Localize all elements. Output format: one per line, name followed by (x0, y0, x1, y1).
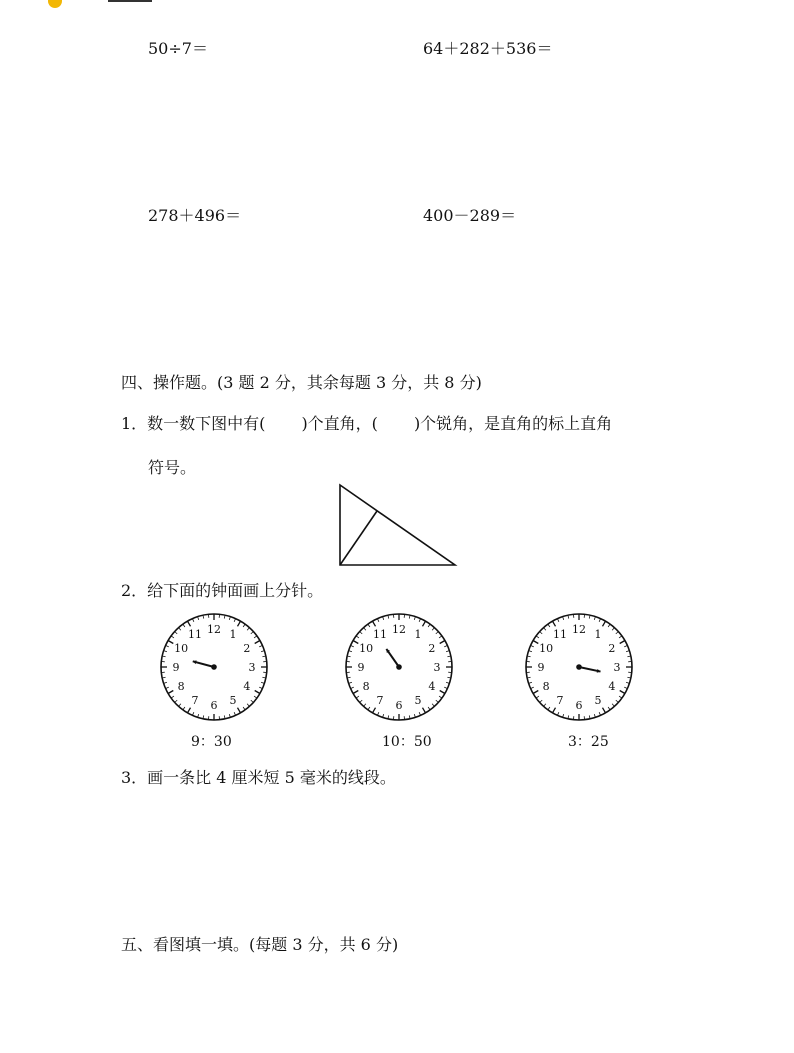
clock-tick (229, 617, 230, 620)
clock-tick (439, 636, 441, 638)
clock-tick (175, 700, 177, 702)
clock-tick (166, 646, 169, 647)
clock-tick (534, 691, 539, 694)
clock-numeral: 4 (608, 680, 616, 693)
clock-numeral: 8 (362, 680, 370, 693)
clock-tick (529, 682, 532, 683)
clock-numeral: 3 (613, 661, 621, 674)
clock-numeral: 7 (376, 693, 384, 707)
clock-tick (188, 708, 191, 713)
clock-tick (608, 625, 610, 627)
clock-tick (540, 632, 542, 634)
clock-tick (262, 656, 265, 657)
clock-center (211, 664, 217, 670)
clock-tick (537, 636, 539, 638)
clock-tick (364, 628, 366, 630)
question-1-text-a: 1．数一数下图中有( (121, 414, 266, 433)
clock-tick (563, 714, 564, 717)
clock-tick (193, 712, 194, 715)
clock-tick (351, 687, 354, 688)
clock-tick (428, 625, 430, 627)
clock-tick (166, 687, 169, 688)
clock-tick (558, 619, 559, 622)
triangle-figure (335, 480, 460, 570)
clock-tick (259, 687, 262, 688)
triangle-outline (340, 485, 455, 565)
clock-tick (229, 714, 230, 717)
section-4-title: 四、操作题。(3 题 2 分，其余每题 3 分，共 8 分) (121, 373, 482, 392)
clock-tick (255, 691, 260, 694)
clock-tick (619, 636, 621, 638)
clock-tick (354, 641, 359, 644)
clock-center (576, 664, 582, 670)
clock-tick (627, 677, 630, 678)
clock-numeral: 9 (172, 661, 180, 674)
clock-numeral: 9 (537, 661, 545, 674)
clock-tick (428, 707, 430, 709)
clock-tick (414, 714, 415, 717)
clock-tick (626, 651, 629, 652)
clock-time-label-2: 10：50 (382, 734, 432, 750)
question-1-line-2: 符号。 (148, 458, 197, 477)
clock-tick (568, 715, 569, 718)
clock-tick (612, 704, 614, 706)
clock-numeral: 2 (608, 642, 616, 655)
clock-tick (620, 641, 625, 644)
clock-numeral: 6 (395, 699, 403, 712)
clock-tick (349, 682, 352, 683)
clock-tick (594, 714, 595, 717)
clock-tick (193, 619, 194, 622)
clock-tick (537, 696, 539, 698)
clock-numeral: 1 (229, 628, 237, 642)
clock-tick (603, 708, 606, 713)
clock-tick (444, 646, 447, 647)
clock-tick (163, 656, 166, 657)
clock-numeral: 10 (359, 642, 374, 655)
clock-numeral: 10 (539, 642, 554, 655)
clock-numeral: 2 (428, 642, 436, 655)
clock-tick (383, 617, 384, 620)
clock-numeral: 12 (207, 623, 221, 636)
clock-tick (261, 651, 264, 652)
clock-tick (224, 616, 225, 619)
clock-tick (251, 632, 253, 634)
clock-tick (568, 616, 569, 619)
clock-tick (259, 646, 262, 647)
clock-tick (349, 651, 352, 652)
clock-tick (432, 704, 434, 706)
clock-tick (354, 691, 359, 694)
clock-tick (251, 700, 253, 702)
clock-tick (179, 628, 181, 630)
clock-tick (544, 628, 546, 630)
clock-tick (357, 696, 359, 698)
clock-numeral: 7 (556, 693, 564, 707)
clock-tick (368, 625, 370, 627)
clock-tick (169, 691, 174, 694)
clock-numeral: 4 (243, 680, 251, 693)
clock-tick (603, 622, 606, 627)
clock-tick (203, 715, 204, 718)
equation-3: 278＋496＝ (148, 206, 242, 225)
clock-tick (528, 656, 531, 657)
clock-tick (383, 714, 384, 717)
clock-numeral: 5 (414, 693, 422, 707)
clock-tick (446, 682, 449, 683)
clock-numeral: 6 (210, 699, 218, 712)
clock-tick (440, 641, 445, 644)
clock-numeral: 12 (392, 623, 406, 636)
clock-tick (164, 682, 167, 683)
equation-2: 64＋282＋536＝ (423, 39, 553, 58)
clock-tick (348, 656, 351, 657)
clock-tick (373, 708, 376, 713)
clock-tick (183, 625, 185, 627)
clock-tick (234, 712, 235, 715)
clock-numeral: 9 (357, 661, 365, 674)
clock-tick (599, 712, 600, 715)
clock-tick (624, 646, 627, 647)
clock-tick (247, 628, 249, 630)
clock-tick (254, 696, 256, 698)
corner-decoration (48, 0, 62, 8)
clock-tick (247, 704, 249, 706)
clock-tick (599, 619, 600, 622)
clock-tick (360, 632, 362, 634)
clock-tick (589, 616, 590, 619)
clock-tick (423, 622, 426, 627)
clock-numeral: 8 (542, 680, 550, 693)
clock-tick (255, 641, 260, 644)
clock-time-label-1: 9：30 (191, 734, 232, 750)
clock-numeral: 12 (572, 623, 586, 636)
clock-face-2[interactable] (341, 609, 457, 725)
clock-tick (423, 708, 426, 713)
clock-tick (360, 700, 362, 702)
clock-tick (238, 708, 241, 713)
clock-tick (548, 625, 550, 627)
question-3: 3．画一条比 4 厘米短 5 毫米的线段。 (121, 768, 396, 787)
clock-tick (439, 696, 441, 698)
question-1-line-1 (121, 411, 612, 434)
clock-tick (444, 687, 447, 688)
question-1-text-c: )个锐角，是直角的标上直角 (413, 414, 613, 433)
clock-tick (224, 715, 225, 718)
clock-numeral: 1 (414, 628, 422, 642)
clock-center (396, 664, 402, 670)
clock-tick (364, 704, 366, 706)
clock-tick (627, 656, 630, 657)
clock-numeral: 3 (248, 661, 256, 674)
clock-numeral: 1 (594, 628, 602, 642)
clock-numeral: 5 (594, 693, 602, 707)
clock-numeral: 7 (191, 693, 199, 707)
clock-face-3[interactable] (521, 609, 637, 725)
clock-tick (531, 687, 534, 688)
clock-numeral: 11 (188, 628, 202, 642)
clock-tick (163, 677, 166, 678)
clock-tick (351, 646, 354, 647)
clock-tick (261, 682, 264, 683)
clock-tick (373, 622, 376, 627)
clock-tick (172, 696, 174, 698)
clock-tick (548, 707, 550, 709)
clock-tick (368, 707, 370, 709)
clock-tick (243, 707, 245, 709)
clock-tick (534, 641, 539, 644)
question-1-text-b: )个直角，( (301, 414, 378, 433)
clock-tick (619, 696, 621, 698)
clock-tick (624, 687, 627, 688)
clock-tick (446, 651, 449, 652)
clock-face-1[interactable] (156, 609, 272, 725)
clock-tick (436, 700, 438, 702)
clock-tick (529, 651, 532, 652)
clock-time-label-3: 3：25 (568, 734, 609, 750)
clock-tick (179, 704, 181, 706)
clock-tick (558, 712, 559, 715)
clock-tick (528, 677, 531, 678)
clock-tick (164, 651, 167, 652)
clock-tick (612, 628, 614, 630)
clock-tick (553, 708, 556, 713)
clock-tick (589, 715, 590, 718)
clock-tick (409, 715, 410, 718)
equation-1: 50÷7＝ (148, 39, 208, 58)
clock-tick (198, 714, 199, 717)
clock-numeral: 8 (177, 680, 185, 693)
clock-numeral: 6 (575, 699, 583, 712)
clock-tick (544, 704, 546, 706)
clock-tick (626, 682, 629, 683)
clock-tick (238, 622, 241, 627)
clock-tick (409, 616, 410, 619)
clock-tick (172, 636, 174, 638)
clock-tick (414, 617, 415, 620)
clock-tick (348, 677, 351, 678)
clock-tick (419, 619, 420, 622)
question-2: 2．给下面的钟面画上分针。 (121, 581, 324, 600)
clock-tick (608, 707, 610, 709)
equation-4: 400－289＝ (423, 206, 517, 225)
clock-numeral: 3 (433, 661, 441, 674)
clock-tick (553, 622, 556, 627)
triangle-inner-line (340, 511, 377, 565)
clock-tick (357, 636, 359, 638)
clock-tick (594, 617, 595, 620)
clock-tick (378, 619, 379, 622)
clock-tick (447, 656, 450, 657)
clock-tick (198, 617, 199, 620)
clock-tick (188, 622, 191, 627)
clock-tick (616, 700, 618, 702)
clock-numeral: 4 (428, 680, 436, 693)
clock-numeral: 5 (229, 693, 237, 707)
clock-tick (169, 641, 174, 644)
clock-tick (447, 677, 450, 678)
clock-tick (419, 712, 420, 715)
clock-tick (388, 715, 389, 718)
clock-tick (234, 619, 235, 622)
clock-tick (262, 677, 265, 678)
clock-tick (540, 700, 542, 702)
clock-tick (563, 617, 564, 620)
header-bar (108, 0, 152, 2)
clock-tick (388, 616, 389, 619)
section-5-title: 五、看图填一填。(每题 3 分，共 6 分) (121, 935, 399, 954)
clock-tick (436, 632, 438, 634)
clock-tick (531, 646, 534, 647)
clock-tick (254, 636, 256, 638)
clock-numeral: 10 (174, 642, 189, 655)
clock-tick (440, 691, 445, 694)
clock-tick (175, 632, 177, 634)
clock-numeral: 11 (553, 628, 567, 642)
clock-tick (620, 691, 625, 694)
clock-tick (616, 632, 618, 634)
clock-numeral: 2 (243, 642, 251, 655)
clock-tick (432, 628, 434, 630)
clock-tick (203, 616, 204, 619)
clock-tick (183, 707, 185, 709)
clock-numeral: 11 (373, 628, 387, 642)
clock-tick (243, 625, 245, 627)
clock-tick (378, 712, 379, 715)
